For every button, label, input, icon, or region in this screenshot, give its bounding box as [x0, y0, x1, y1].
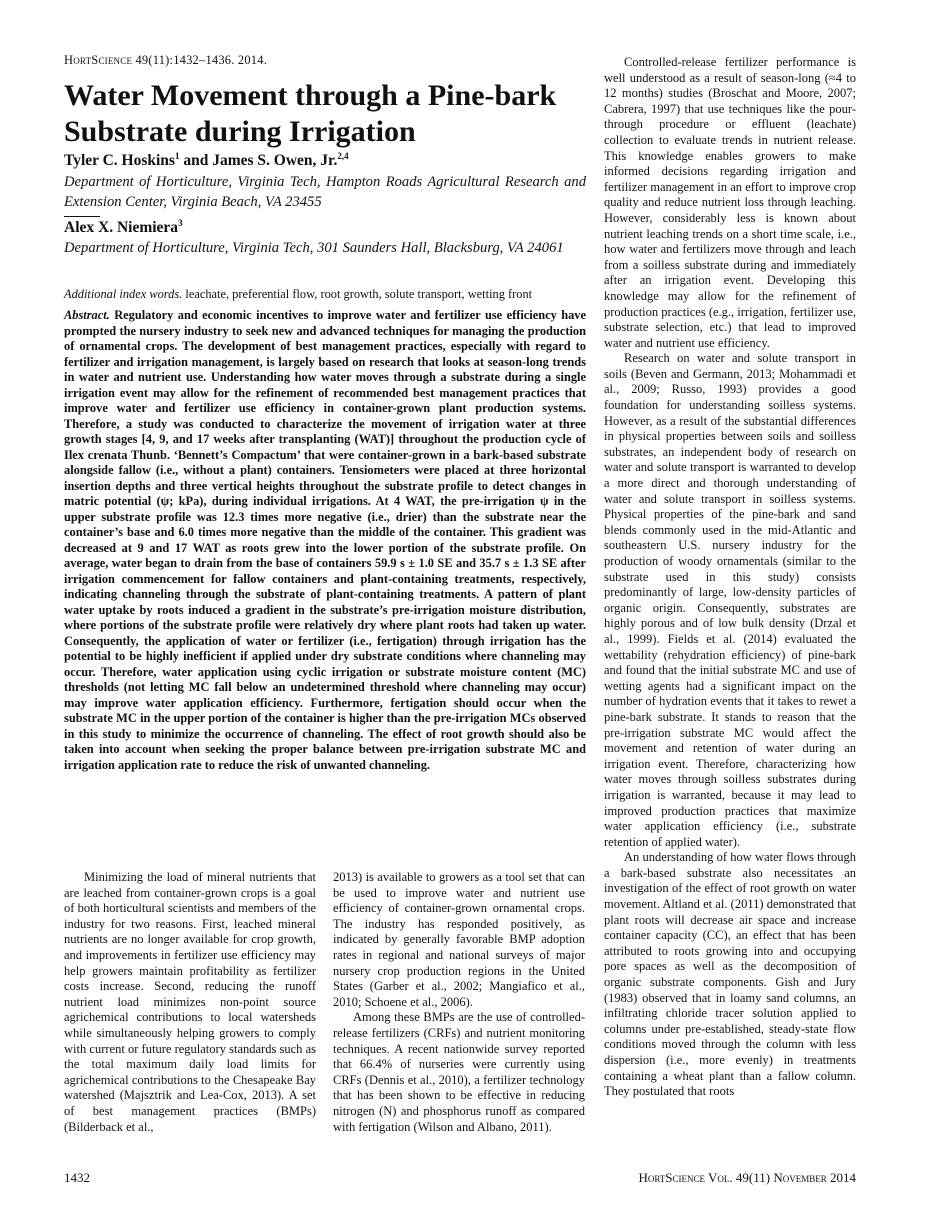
- journal-name: HortScience: [64, 53, 133, 67]
- index-words: [64, 287, 604, 302]
- body-column-3: [604, 55, 856, 1100]
- abstract-text: Regulatory and economic incentives to improve water and fertilizer use efficiency have prompted the nursery industry to seek new and advanced techniques for managing the production of ornamental crops. The development of best management practices, especially with regard to fertilizer and irrigation management, is largely based on research that looks at season-long trends in water and nutrient use. Understanding how water moves through a substrate during a single irrigation event may allow for the refinement of recommended best management practices that improve water and fertilizer use efficiency in container-grown plant production systems. Therefore, a study was conducted to characterize the movement of irrigation water at three growth stages [4, 9, and 17 weeks after transplanting (WAT)] throughout the production cycle of Ilex crenata Thunb. ‘Bennett’s Compactum’ that were container-grown in a bark-based substrate alongside fallow (i.e., without a plant) containers. Tensiometers were placed at three horizontal insertion depths and three vertical heights throughout the substrate profile to detect changes in matric potential (ψ; kPa), during individual irrigations. At 4 WAT, the pre-irrigation ψ in the upper substrate profile was 12.3 times more negative (i.e., drier) than the substrate near the container’s base and 6.0 times more negative than the middle of the container. This gradient was decreased at 9 and 17 WAT as roots grew into the lower portion of the substrate profile. On average, water began to drain from the base of containers 59.9 s ± 1.0 SE and 35.7 s ± 1.3 SE after irrigation commencement for fallow containers and plant-containing treatments, respectively, indicating channeling through the substrate of plant-containing treatments. A pattern of plant water uptake by roots induced a gradient in the substrate’s pre-irrigation moisture distribution, where portions of the substrate profile were relatively dry where plant roots had taken up water. Consequently, the application of water or fertilizer (i.e., fertigation) through irrigation has the potential to be highly inefficient if applied under dry substrate conditions where channeling may occur. Therefore, water application using cyclic irrigation or substrate moisture content (MC) thresholds (not letting MC fall below an undetermined threshold where channeling may occur) may improve water application efficiency. Furthermore, fertigation should occur when the substrate MC in the upper portion of the container is higher than the pre-irrigation MCs observed in this study to minimize the occurrence of channeling. The effect of root growth should also be taken into account when seeking the proper balance between pre-irrigation substrate MC and irrigation application rate to reduce the risk of unwanted channeling.: [64, 308, 586, 772]
- author-owen-sup: 2,4: [337, 150, 349, 161]
- abstract-label: Abstract.: [64, 308, 110, 322]
- affiliation-1: Department of Horticulture, Virginia Tech, Hampton Roads Agricultural Research and Extension Center, Virginia Beach, VA 23455: [64, 174, 586, 210]
- body-column-2: [333, 870, 585, 1135]
- author-niemiera-sup: 3: [178, 217, 183, 228]
- running-header: [64, 53, 267, 68]
- author-niemiera-line: [64, 219, 183, 237]
- author-divider: [64, 216, 100, 217]
- paragraph: An understanding of how water flows through a bark-based substrate also necessitates an investigation of the effect of root growth on water movement. Altland et al. (2011) demonstrated that plant roots will decrease air space and increase container capacity (CC), an effect that has been attributed to roots growing into and occupying pore spaces as well as the decomposition of organic substrate components. Gish and Jury (1983) observed that in loamy sand columns, an infiltrating chloride tracer solution applied to columns under pre-established, steady-state flow conditions moved through the column with less dispersion (i.e., more evenly) in treatments containing a wheat plant than a fallow column. They postulated that roots: [604, 850, 856, 1099]
- abstract: [64, 308, 586, 773]
- paragraph: Among these BMPs are the use of controlled-release fertilizers (CRFs) and nutrient monitoring techniques. A recent nationwide survey reported that 66.4% of nurseries were currently using CRFs (Dennis et al., 2010), a fertilizer technology that has been shown to be effective in reducing nitrogen (N) and phosphorus runoff as compared with fertigation (Wilson and Albano, 2011).: [333, 1010, 585, 1134]
- author-hoskins-sup: 1: [174, 150, 180, 161]
- paragraph: 2013) is available to growers as a tool set that can be used to improve water and nutrient use efficiency of container-grown ornamental crops. The industry has responded positively, as indicated by generally favorable BMP adoption rates in regional and national surveys of major nursery crop production regions in the United States (Garber et al., 2002; Mangiafico et al., 2010; Schoene et al., 2006).: [333, 870, 585, 1009]
- paragraph: Controlled-release fertilizer performance is well understood as a result of season-long (≈4 to 12 months) studies (Broschat and Moore, 2007; Cabrera, 1997) that use techniques like the pour-through procedure or effluent (leachate) collection to evaluate trends in nutrient release. This knowledge enables growers to make informed decisions regarding irrigation and fertilizer management in an effort to improve crop quality and reduce nutrient loss through leaching. However, considerably less is known about nutrient leaching trends on a short time scale, i.e., how water and fertilizers move through and leach from a soilless substrate during and immediately after an irrigation event. Developing this knowledge may allow for the refinement of production practices (e.g., irrigation, fertilizer use, substrate selection, etc.) that lead to improved water and nutrient use efficiency.: [604, 55, 856, 350]
- footer-journal-info: [604, 1170, 856, 1186]
- author-niemiera: Alex X. Niemiera: [64, 219, 179, 236]
- author-hoskins: Tyler C. Hoskins: [64, 152, 175, 169]
- footer-issue: Vol. 49(11) November 2014: [705, 1170, 856, 1185]
- body-column-1: [64, 870, 316, 1135]
- article-title: Water Movement through a Pine-bark Substrate during Irrigation: [64, 79, 557, 148]
- index-words-text: leachate, preferential flow, root growth, solute transport, wetting front: [182, 287, 533, 301]
- paragraph: Minimizing the load of mineral nutrients that are leached from container-grown crops is a goal of both horticultural scientists and members of the industry for two reasons. First, leached mineral nutrients are no longer available for crop growth, and improvements in fertilizer use efficiency may help growers maintain profitability as fertilizer costs increase. Second, reducing the runoff nutrient load minimizes non-point source agrichemical contributions to local watersheds while simultaneously helping growers to comply with current or future regulatory standards such as the total maximum daily load limits for agrichemical contributions to the Chesapeake Bay watershed (Majsztrik and Lea-Cox, 2013). A set of best management practices (BMPs) (Bilderback et al.,: [64, 870, 316, 1134]
- footer-journal: HortScience: [638, 1170, 706, 1185]
- page-number: 1432: [64, 1170, 90, 1185]
- citation: 49(11):1432–1436. 2014.: [132, 53, 268, 67]
- affiliation-2: Department of Horticulture, Virginia Tech, 301 Saunders Hall, Blacksburg, VA 24061: [64, 240, 564, 256]
- authors-line: [64, 152, 349, 170]
- paragraph: Research on water and solute transport in soils (Beven and Germann, 2013; Mohammadi et al., 2009; Russo, 1993) provides a good foundation for understanding soilless systems. However, as a result of the substantial differences in physical properties between soils and soilless substrates, an independent body of research on water and solute transport is warranted to develop a more direct and thorough understanding of water and solute transport in soilless systems. Physical properties of the pine-bark and sand blends commonly used in the mid-Atlantic and southeastern U.S. nursery industry for the production of woody ornamentals (similar to the substrate used in this study) consists predominantly of large, low-density particles of organic origin. Consequently, substrates are highly porous and of low bulk density (Drzal et al., 1999). Fields et al. (2014) evaluated the wettability (rehydration efficiency) of pine-bark and found that the initial substrate MC and use of wetting agents had a significant impact on the number of hydration events that it takes to rewet a pine-bark substrate. It stands to reason that the pre-irrigation substrate MC would affect the movement and retention of water during an irrigation event. Therefore, characterizing how water moves through soilless substrates during irrigation is warranted, because it may lead to improved production practices that maximize water application efficiency (i.e., substrate retention of applied water).: [604, 351, 856, 849]
- index-words-label: Additional index words.: [64, 287, 183, 301]
- author-owen: and James S. Owen, Jr.: [179, 152, 338, 169]
